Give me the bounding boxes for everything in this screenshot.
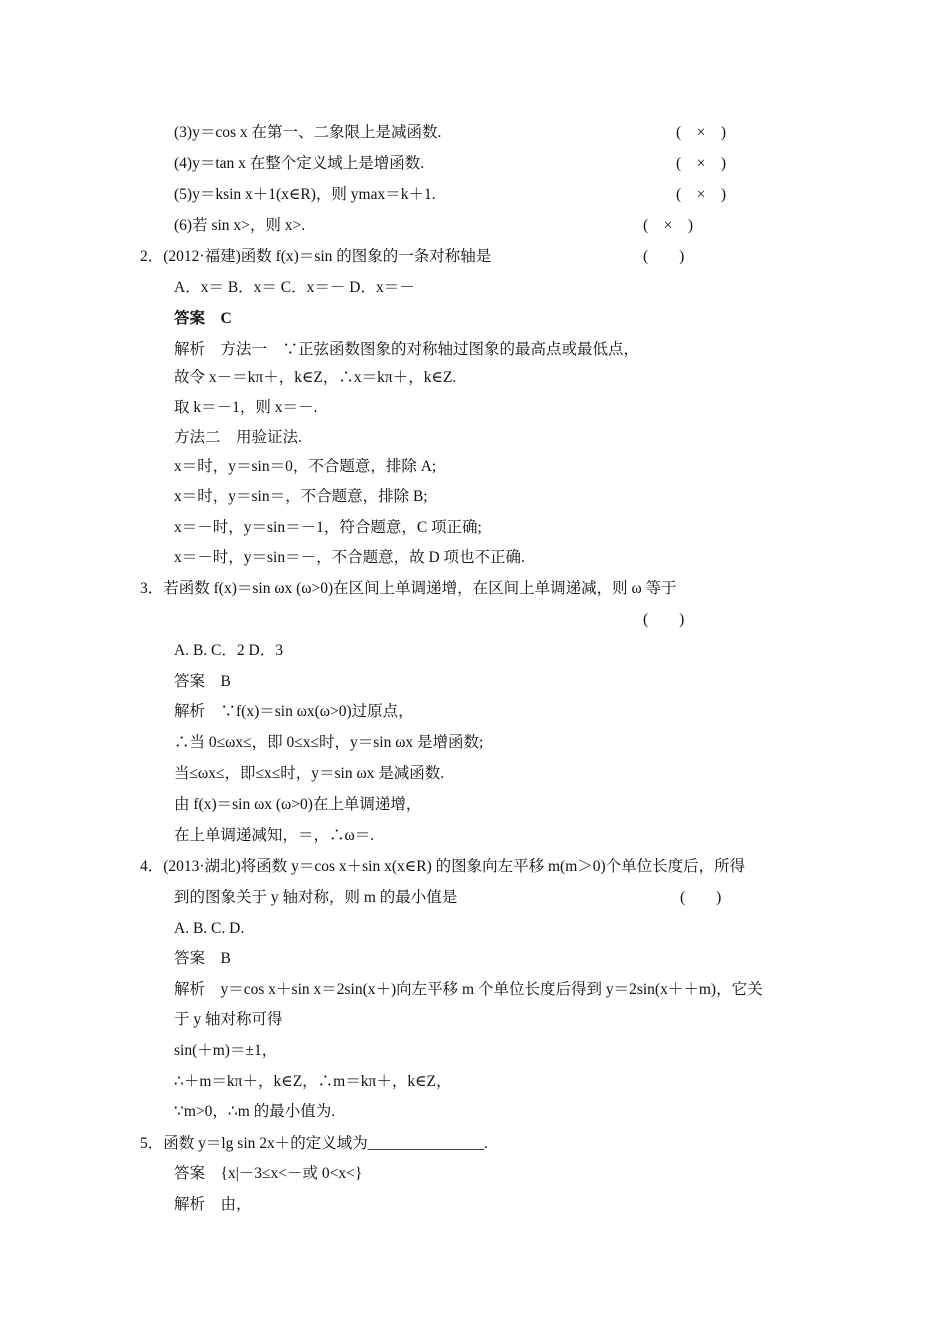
question-3-analysis-2: ∴当 0≤ωx≤，即 0≤x≤时，y＝sin ωx 是增函数; xyxy=(174,734,484,751)
question-5-stem: 5．函数 y＝lg sin 2x＋的定义域为_______________. xyxy=(140,1135,488,1152)
question-2-check-a: x＝时，y＝sin＝0，不合题意，排除 A; xyxy=(174,458,437,475)
question-2-options: A．x＝ B．x＝ C．x＝－ D．x＝－ xyxy=(174,279,415,296)
question-5-analysis: 解析 由， xyxy=(174,1196,252,1213)
question-2-analysis-3: 取 k＝－1，则 x＝－. xyxy=(174,399,318,416)
question-4-answer: 答案 B xyxy=(174,950,231,967)
question-2-method-2: 方法二 用验证法. xyxy=(174,429,302,446)
question-2-check-d: x＝－时，y＝sin＝－，不合题意，故 D 项也不正确. xyxy=(174,549,525,566)
question-4-analysis-4: ∴＋m＝kπ＋，k∈Z，∴m＝kπ＋，k∈Z， xyxy=(174,1073,452,1090)
question-3-analysis-3: 当≤ωx≤，即≤x≤时，y＝sin ωx 是减函数. xyxy=(174,765,445,782)
question-4-analysis-5: ∵m>0，∴m 的最小值为. xyxy=(174,1103,336,1120)
question-4-stem-2: 到的图象关于 y 轴对称，则 m 的最小值是 xyxy=(174,889,458,906)
question-2-check-c: x＝－时，y＝sin＝－1，符合题意，C 项正确; xyxy=(174,519,482,536)
answer-blank-q4: ( ) xyxy=(680,889,722,906)
question-4-stem-1: 4．(2013·湖北)将函数 y＝cos x＋sin x(x∈R) 的图象向左平移 m(m＞0)个单位长度后，所得 xyxy=(140,858,746,875)
statement-6: (6)若 sin x>，则 x>. xyxy=(174,217,306,234)
judgment-mark-6: ( × ) xyxy=(643,217,694,234)
answer-blank-q3: ( ) xyxy=(643,611,685,628)
question-2-answer: 答案 C xyxy=(174,310,232,327)
statement-5: (5)y＝ksin x＋1(x∈R)，则 ymax＝k＋1. xyxy=(174,186,436,203)
question-2-analysis-1: 解析 方法一 ∵正弦函数图象的对称轴过图象的最高点或最低点， xyxy=(174,341,640,358)
judgment-mark-4: ( × ) xyxy=(676,155,727,172)
question-2-check-b: x＝时，y＝sin＝，不合题意，排除 B; xyxy=(174,488,428,505)
question-4-options: A. B. C. D. xyxy=(174,920,245,937)
question-3-analysis-5: 在上单调递减知，＝，∴ω＝. xyxy=(174,827,375,844)
statement-3: (3)y＝cos x 在第一、二象限上是减函数. xyxy=(174,124,442,141)
question-3-options: A. B. C．2 D．3 xyxy=(174,642,283,659)
question-4-analysis-2: 于 y 轴对称可得 xyxy=(174,1011,283,1028)
question-2-analysis-2: 故令 x－＝kπ＋，k∈Z，∴x＝kπ＋，k∈Z. xyxy=(174,369,457,386)
question-4-analysis-3: sin(＋m)＝±1， xyxy=(174,1042,278,1059)
question-3-analysis-1: 解析 ∵f(x)＝sin ωx(ω>0)过原点， xyxy=(174,703,414,720)
question-5-answer: 答案 {x|－3≤x<－或 0<x<} xyxy=(174,1165,363,1182)
answer-blank-q2: ( ) xyxy=(643,248,685,265)
judgment-mark-3: ( × ) xyxy=(676,124,727,141)
judgment-mark-5: ( × ) xyxy=(676,186,727,203)
statement-4: (4)y＝tan x 在整个定义域上是增函数. xyxy=(174,155,425,172)
question-3-stem: 3．若函数 f(x)＝sin ωx (ω>0)在区间上单调递增，在区间上单调递减，则 ω 等于 xyxy=(140,580,677,597)
question-3-analysis-4: 由 f(x)＝sin ωx (ω>0)在上单调递增， xyxy=(174,796,422,813)
question-2-stem: 2．(2012·福建)函数 f(x)＝sin 的图象的一条对称轴是 xyxy=(140,248,492,265)
question-4-analysis-1: 解析 y＝cos x＋sin x＝2sin(x＋)向左平移 m 个单位长度后得到 y＝2sin(x＋＋m)，它关 xyxy=(174,981,763,998)
question-3-answer: 答案 B xyxy=(174,673,231,690)
